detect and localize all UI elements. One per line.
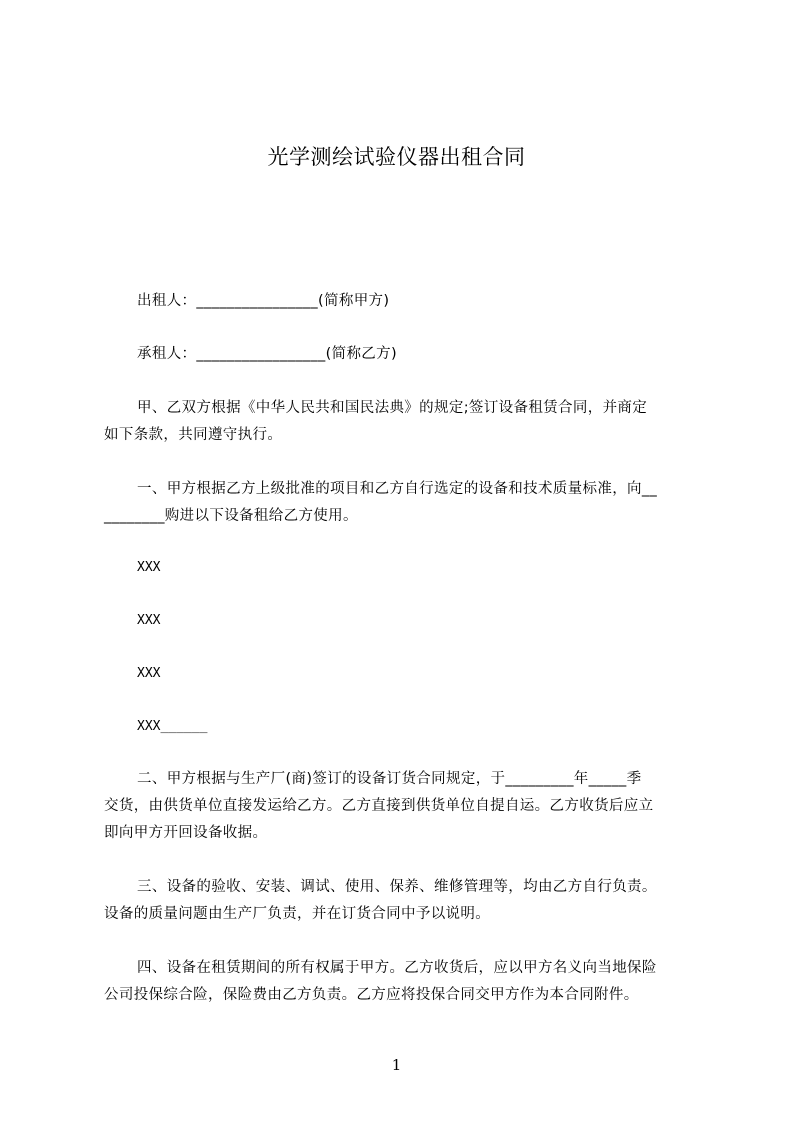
intro-line-2: 如下条款，共同遵守执行。 bbox=[104, 427, 283, 443]
clause-2-line-3: 即向甲方开回设备收据。 bbox=[104, 825, 268, 841]
clause-2-line-2: 交货，由供货单位直接发运给乙方。乙方直接到供货单位自提自运。乙方收货后应立 bbox=[104, 798, 654, 814]
clause-4-line-1: 四、设备在租赁期间的所有权属于甲方。乙方收货后，应以甲方名义向当地保险 bbox=[137, 960, 657, 976]
document-title: 光学测绘试验仪器出租合同 bbox=[267, 145, 526, 169]
clause-3-line-1: 三、设备的验收、安装、调试、使用、保养、维修管理等，均由乙方自行负责。 bbox=[137, 879, 657, 895]
clause-1-line-1: 一、甲方根据乙方上级批准的项目和乙方自行选定的设备和技术质量标准，向__ bbox=[137, 481, 658, 497]
equipment-item: XXX bbox=[137, 666, 161, 681]
clause-3-line-2: 设备的质量问题由生产厂负责，并在订货合同中予以说明。 bbox=[104, 906, 491, 922]
page-number: 1 bbox=[391, 1056, 402, 1074]
clause-2-line-1: 二、甲方根据与生产厂(商)签订的设备订货合同规定，于_________年_____季 bbox=[137, 771, 642, 787]
clause-1-line-2: ________购进以下设备租给乙方使用。 bbox=[104, 508, 358, 524]
clause-4-line-2: 公司投保综合险，保险费由乙方负责。乙方应将投保合同交甲方作为本合同附件。 bbox=[104, 987, 639, 1003]
intro-line-1: 甲、乙双方根据《中华人民共和国民法典》的规定;签订设备租赁合同，并商定 bbox=[137, 400, 648, 416]
equipment-item: XXX bbox=[137, 613, 161, 628]
equipment-item: XXX bbox=[137, 560, 161, 575]
lessor-line: 出租人：________________(简称甲方) bbox=[137, 293, 390, 309]
lessee-line: 承租人：_________________(简称乙方) bbox=[137, 346, 398, 362]
equipment-item: XXX______ bbox=[137, 719, 208, 734]
